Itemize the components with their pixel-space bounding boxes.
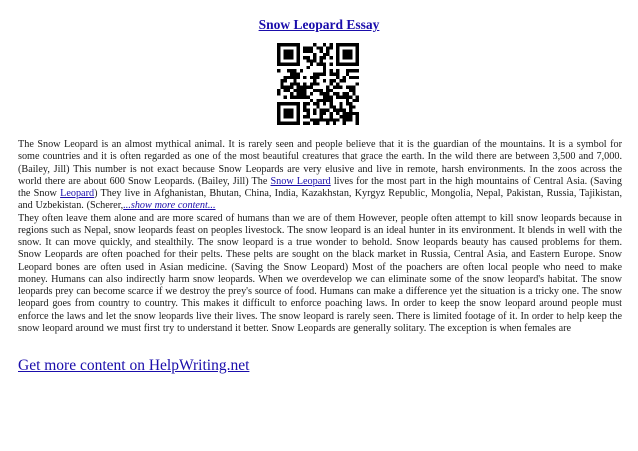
leopard-link[interactable]: Leopard xyxy=(60,188,95,199)
snow-leopard-link[interactable]: Snow Leopard xyxy=(270,175,331,187)
paragraph-1-text-a: The Snow Leopard is an almost mythical animal. It is rarely seen and people believe that it is the guardian of the mountains. It is a symbol for some countries and it is often regarded as one of the most beautiful creatures that grace the earth. In the wild there are between 3,500 and 7,000. (Bailey, Jill) This number is not exact because Snow Leopards are very elusive and live in remote, harsh environments. In the zoos across the world there are about 600 Snow Leopards. (Bailey, Jill) The xyxy=(18,139,622,187)
paragraph-1-text-c: ) They live in Afghanistan, Bhutan, China, India, Kazakhstan, Kyrgyz Republic, Mongolia, Nepal, Pakistan, Russia, Tajikistan, and Uzbekistan. (Scherer, xyxy=(18,188,622,212)
qr-code-icon xyxy=(277,43,359,125)
paragraph-1 xyxy=(18,139,622,213)
show-more-link[interactable]: ...show more content... xyxy=(123,200,216,212)
document-title-link[interactable]: Snow Leopard Essay xyxy=(258,17,380,32)
get-more-content-link[interactable]: Get more content on HelpWriting.net xyxy=(18,357,250,374)
essay-body xyxy=(18,139,622,335)
paragraph-1-text-b: lives for the most part in the high mountains of Central Asia. (Saving the Snow xyxy=(18,175,622,199)
paragraph-2: They often leave them alone and are more scared of humans than we are of them However, people often attempt to kill snow leopards because in regions such as Nepal, snow leopards feast on peoples livestock. The snow leopard is an ideal hunter in its environment. It blends in well with the snow. It can move quickly, and stealthily. The snow leopard is a true wonder to behold. Snow leopards beauty has caused problems for them. Snow Leopards are often poached for their pelts. These pelts are sought on the black market in Russia, Central Asia, and Eastern Europe. Snow Leopard bones are often used in Asian medicine. (Saving the Snow Leopard) Most of the poachers are often local people who need to make money. Humans can also indirectly harm snow leopards. When we overdevelop we can eliminate some of the snow leopard's habitat. The snow leopards prey can become scarce if we destroy the prey's source of food. Humans can make a difference yet the situation is a tricky one. The snow leopard goes from country to country. This makes it difficult to enforce poaching laws. In order to keep the snow leopard around people must enforce the laws and let the snow leopards live their lives. The snow leopard is rarely seen. There is limited footage of it. In order to help keep the snow leopard around we must first try to understand it better. Snow Leopards are generally solitary. The exception is when females are xyxy=(18,212,622,334)
